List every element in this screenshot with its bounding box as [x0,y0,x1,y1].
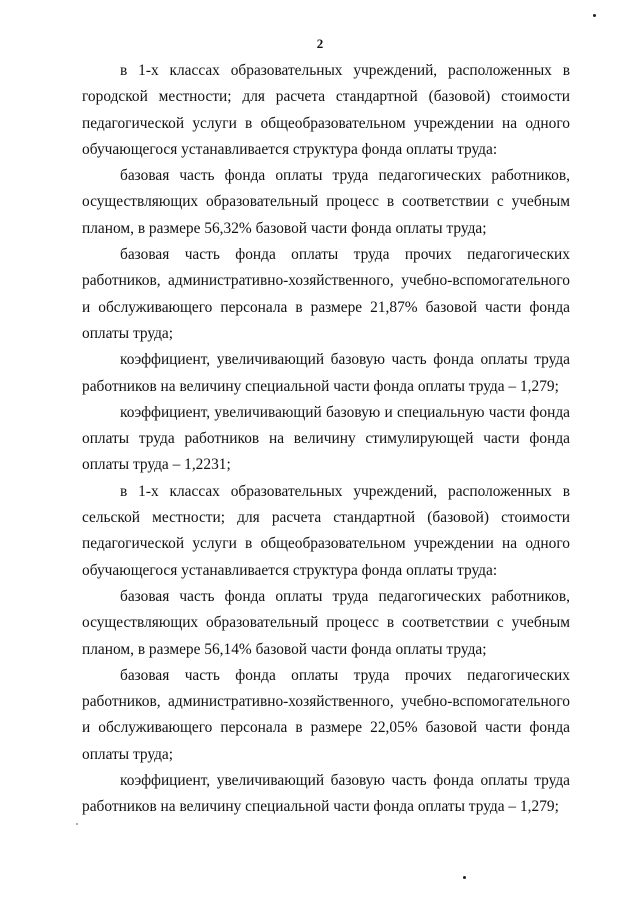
paragraph-rural-classes-intro: в 1-х классах образовательных учреждений, расположенных в сельской местности; для расчета стандартной (базовой) стоимости педагогической услуги в общеобразовательном учреждении на одного обучающегося устанавливается структура фонда оплаты труда: [82,482,570,579]
paragraph-rural-teaching-staff-share: базовая часть фонда оплаты труда педагогических работников, осуществляющих образовательный процесс в соответствии с учебным планом, в размере 56,14% базовой части фонда оплаты труда; [82,587,570,658]
paragraph-urban-other-staff-share: базовая часть фонда оплаты труда прочих педагогических работников, административно-хозяйственного, учебно-вспомогательного и обслуживающего персонала в размере 21,87% базовой части фонда оплаты труда; [82,246,570,342]
paragraph-urban-classes-intro: в 1-х классах образовательных учреждений, расположенных в городской местности; для расчета стандартной (базовой) стоимости педагогической услуги в общеобразовательном учреждении на одного обучающегося устанавливается структура фонда оплаты труда: [82,62,570,158]
paragraph-urban-teaching-staff-share: базовая часть фонда оплаты труда педагогических работников, осуществляющих образовательный процесс в соответствии с учебным планом, в размере 56,32% базовой части фонда оплаты труда; [82,167,570,237]
scan-speck [593,14,596,17]
scan-speck [463,876,466,879]
paragraph-rural-special-part-coefficient: коэффициент, увеличивающий базовую часть фонда оплаты труда работников на величину специальной части фонда оплаты труда – 1,279; [82,772,570,816]
page-number: 2 [316,36,324,51]
paragraph-urban-special-part-coefficient: коэффициент, увеличивающий базовую часть фонда оплаты труда работников на величину специальной части фонда оплаты труда – 1,279; [82,351,570,395]
scan-speck [76,823,78,825]
document-body [82,58,570,821]
paragraph-urban-incentive-coefficient: коэффициент, увеличивающий базовую и специальную части фонда оплаты труда работников на величину стимулирующей части фонда оплаты труда – 1,2231; [82,403,570,474]
paragraph-rural-other-staff-share: базовая часть фонда оплаты труда прочих педагогических работников, административно-хозяйственного, учебно-вспомогательного и обслуживающего персонала в размере 22,05% базовой части фонда оплаты труда; [82,666,570,763]
